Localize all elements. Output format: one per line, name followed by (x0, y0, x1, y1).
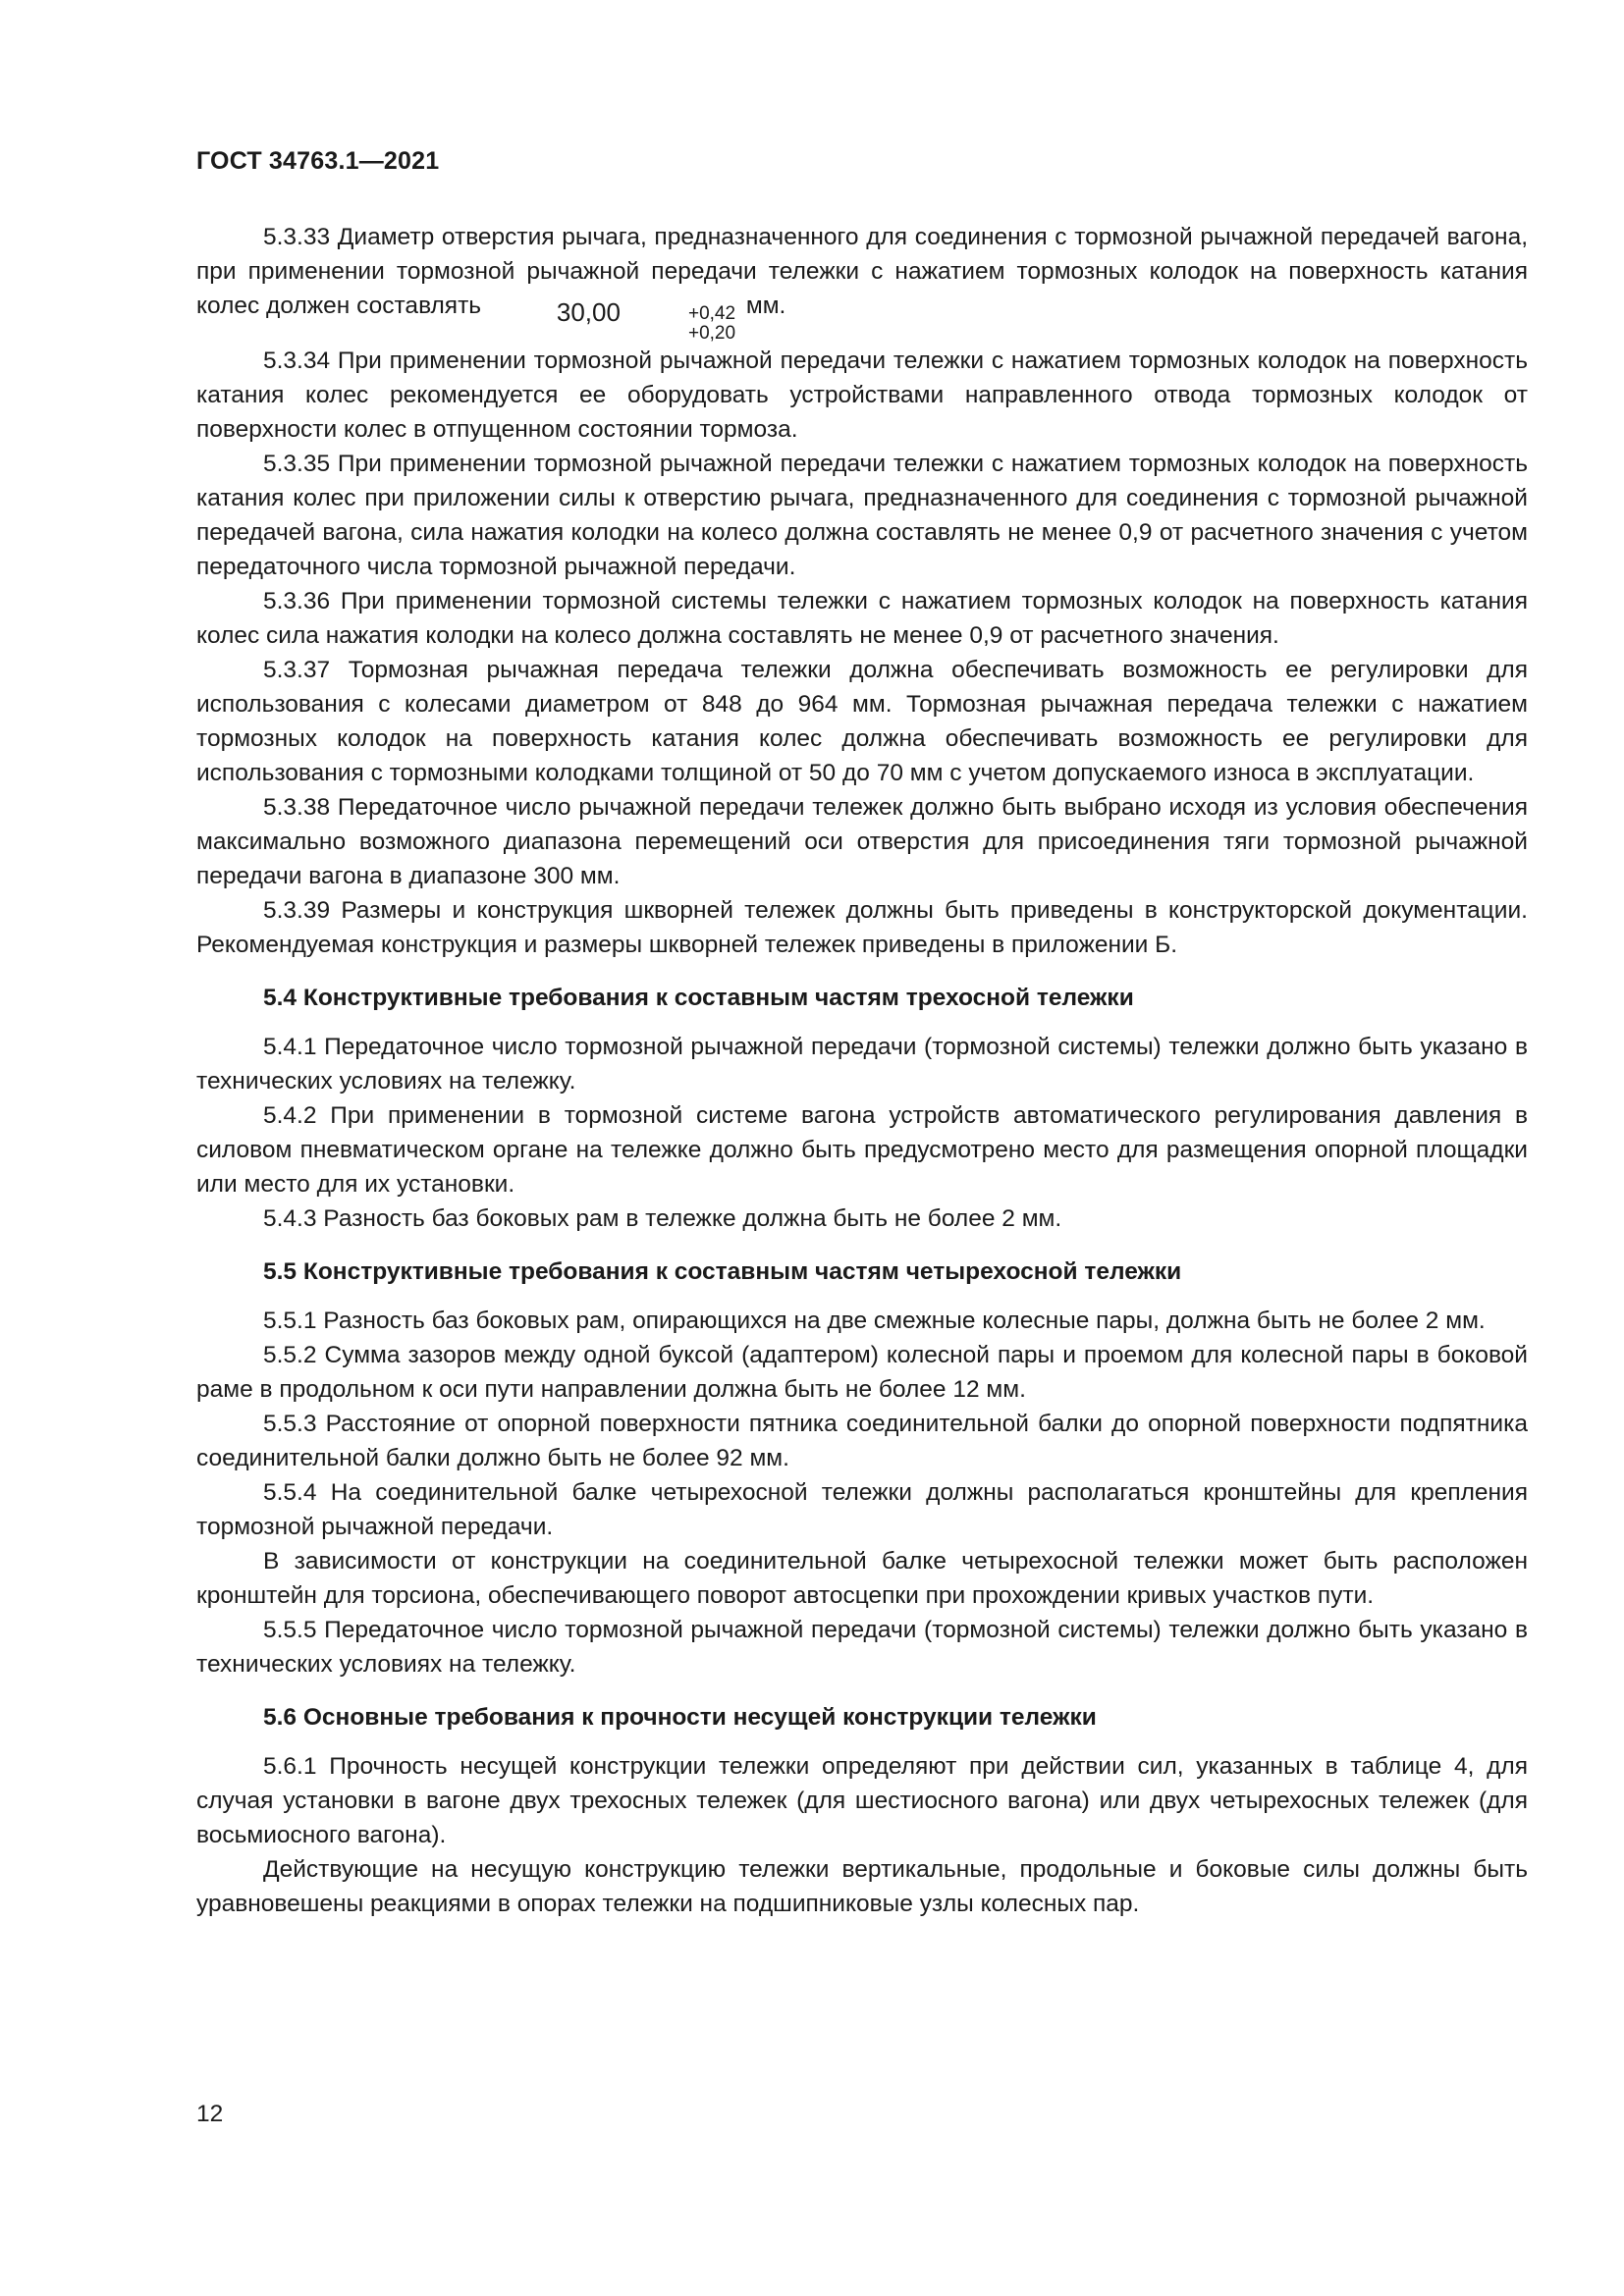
section-heading-5-6: 5.6 Основные требования к прочности несущей конструкции тележки (263, 1704, 1097, 1731)
clause-5-6-1-continuation: Действующие на несущую конструкцию тележки вертикальные, продольные и боковые силы должны быть уравновешены реакциями в опорах тележки на подшипниковые узлы колесных пар. (196, 1856, 1528, 1917)
clause-5-5-3: 5.5.3 Расстояние от опорной поверхности пятника соединительной балки до опорной поверхности подпятника соединительной балки должно быть не более 92 мм. (196, 1411, 1528, 1471)
clause-5-4-3: 5.4.3 Разность баз боковых рам в тележке должна быть не более 2 мм. (263, 1205, 1062, 1232)
formula-upper-tolerance: +0,42 (687, 303, 736, 324)
clause-5-4-1: 5.4.1 Передаточное число тормозной рычажной передачи (тормозной системы) тележки должно быть указано в технических условиях на тележку. (196, 1034, 1528, 1095)
document-code-header: ГОСТ 34763.1—2021 (196, 147, 440, 175)
formula-nominal-value: 30,00 (556, 297, 621, 327)
page-number: 12 (196, 2101, 224, 2127)
clause-5-5-4-continuation: В зависимости от конструкции на соединительной балке четырехосной тележки может быть расположен кронштейн для торсиона, обеспечивающего поворот автосцепки при прохождении кривых участков пути. (196, 1548, 1528, 1609)
section-heading-5-5: 5.5 Конструктивные требования к составным частям четырехосной тележки (263, 1258, 1182, 1285)
clause-5-3-33-text: 5.3.33 Диаметр отверстия рычага, предназначенного для соединения с тормозной рычажной передачей вагона, при применении тормозной рычажной передачи тележки с нажатием тормозных колодок на поверхность катания колес должен составлять (196, 224, 1528, 319)
document-body (196, 220, 1528, 1921)
clause-5-5-4: 5.5.4 На соединительной балке четырехосной тележки должны располагаться кронштейны для крепления тормозной рычажной передачи. (196, 1479, 1528, 1540)
formula-unit: мм. (745, 293, 786, 319)
clause-5-3-33 (196, 220, 1528, 344)
clause-5-3-39: 5.3.39 Размеры и конструкция шкворней тележек должны быть приведены в конструкторской документации. Рекомендуемая конструкция и размеры шкворней тележек приведены в приложении Б. (196, 897, 1528, 958)
clause-5-5-1: 5.5.1 Разность баз боковых рам, опирающихся на две смежные колесные пары, должна быть не более 2 мм. (263, 1308, 1486, 1334)
clause-5-4-2: 5.4.2 При применении в тормозной системе вагона устройств автоматического регулирования давления в силовом пневматическом органе на тележке должно быть предусмотрено место для размещения опорной площадки или место для их установки. (196, 1102, 1528, 1198)
clause-5-3-34: 5.3.34 При применении тормозной рычажной передачи тележки с нажатием тормозных колодок на поверхность катания колес рекомендуется ее оборудовать устройствами направленного отвода тормозных колодок от поверхности колес в отпущенном состоянии тормоза. (196, 347, 1528, 443)
clause-5-3-38: 5.3.38 Передаточное число рычажной передачи тележек должно быть выбрано исходя из условия обеспечения максимально возможного диапазона перемещений оси отверстия для присоединения тяги тормозной рычажной передачи вагона в диапазоне 300 мм. (196, 794, 1528, 889)
section-heading-5-4: 5.4 Конструктивные требования к составным частям трехосной тележки (263, 985, 1134, 1011)
clause-5-6-1: 5.6.1 Прочность несущей конструкции тележки определяют при действии сил, указанных в таблице 4, для случая установки в вагоне двух трехосных тележек (для шестиосного вагона) или двух четырехосных тележек (для восьмиосного вагона). (196, 1753, 1528, 1848)
clause-5-3-35: 5.3.35 При применении тормозной рычажной передачи тележки с нажатием тормозных колодок на поверхность катания колес при приложении силы к отверстию рычага, предназначенного для соединения с тормозной рычажной передачей вагона, сила нажатия колодки на колесо должна составлять не менее 0,9 от расчетного значения с учетом передаточного числа тормозной рычажной передачи. (196, 451, 1528, 580)
clause-5-3-37: 5.3.37 Тормозная рычажная передача тележки должна обеспечивать возможность ее регулировки для использования с колесами диаметром от 848 до 964 мм. Тормозная рычажная передача тележки с нажатием тормозных колодок на поверхность катания колес должна обеспечивать возможность ее регулировки для использования с тормозными колодками толщиной от 50 до 70 мм с учетом допускаемого износа в эксплуатации. (196, 657, 1528, 786)
formula-lower-tolerance: +0,20 (687, 323, 736, 344)
clause-5-5-5: 5.5.5 Передаточное число тормозной рычажной передачи (тормозной системы) тележки должно быть указано в технических условиях на тележку. (196, 1617, 1528, 1678)
formula-tolerance (622, 304, 735, 344)
clause-5-5-2: 5.5.2 Сумма зазоров между одной буксой (адаптером) колесной пары и проемом для колесной пары в боковой раме в продольном к оси пути направлении должна быть не более 12 мм. (196, 1342, 1528, 1403)
clause-5-3-36: 5.3.36 При применении тормозной системы тележки с нажатием тормозных колодок на поверхность катания колес сила нажатия колодки на колесо должна составлять не менее 0,9 от расчетного значения. (196, 588, 1528, 649)
tolerance-formula (490, 295, 735, 344)
